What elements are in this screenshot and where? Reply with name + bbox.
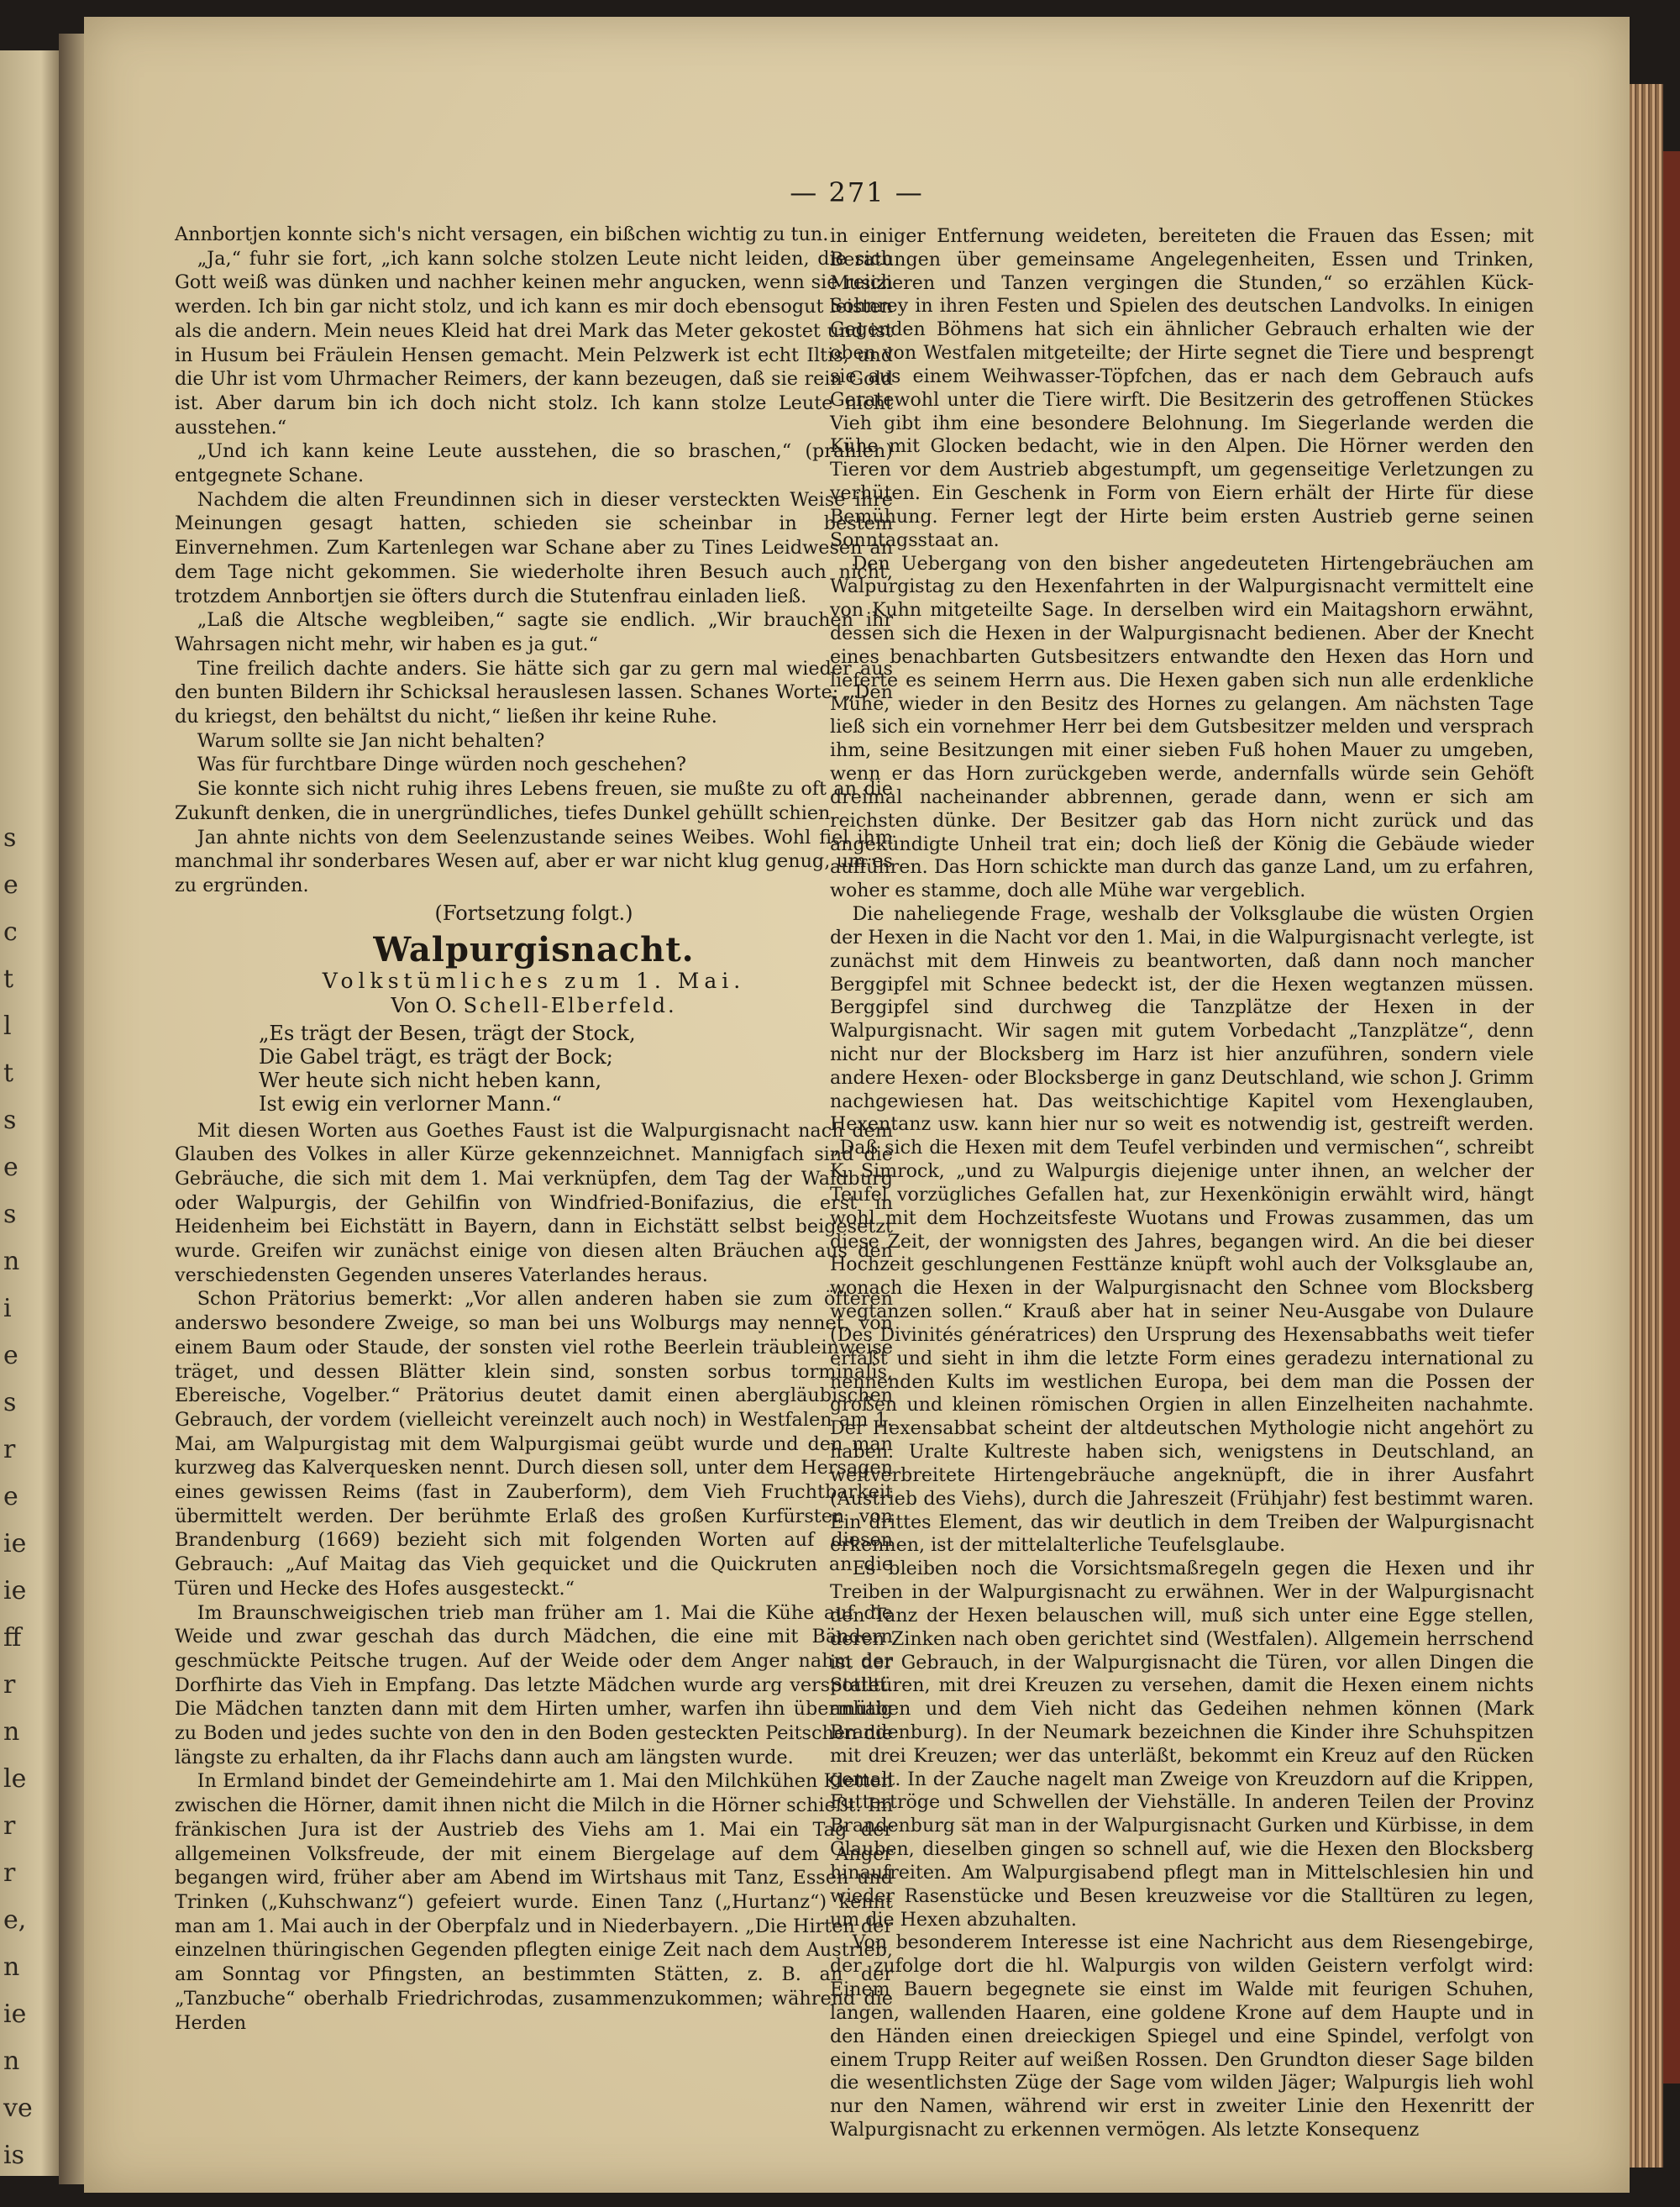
left-column	[175, 223, 893, 2035]
verse-line: Ist ewig ein verlorner Mann.“	[259, 1091, 562, 1116]
facing-page-fragment: t	[3, 964, 14, 994]
facing-page-fragment: e	[3, 1341, 18, 1370]
book-cover-edge	[1663, 151, 1680, 2084]
article-paragraph: Den Uebergang von den bisher angedeuteten Hirtengebräuchen am Walpurgistag zu den Hexenfahrten in der Walpurgisnacht vermittelt eine von Kuhn mitgeteilte Sage. In derselben wird ein Maitagshorn erwähnt, dessen sich die Hexen in der Walpurgisnacht bedienen. Aber der Knecht eines benachbarten Gutsbesitzers entwandte den Hexen das Horn und lieferte es seinem Herrn aus. Die Hexen gaben sich nun alle erdenkliche Mühe, wieder in den Besitz des Hornes zu gelangen. Am nächsten Tage ließ sich ein vornehmer Herr bei dem Gutsbesitzer melden und versprach ihm, seine Besitzungen mit einer sieben Fuß hohen Mauer zu umgeben, wenn er das Horn zurückgeben werde, andernfalls würde sein Gehöft dreimal nacheinander abbrennen, gerade dann, wenn er sich am reichsten dünke. Der Besitzer gab das Horn nicht zurück und das angekündigte Unheil trat ein; doch ließ der König die Gebäude wieder aufführen. Das Horn schickte man durch das ganze Land, um zu erfahren, woher es stamme, doch alle Mühe war vergeblich.	[830, 552, 1534, 902]
facing-page-fragment: c	[3, 917, 18, 947]
facing-page-fragment: s	[3, 823, 17, 853]
story-paragraph: Warum sollte sie Jan nicht behalten?	[197, 729, 545, 752]
facing-page-fragment: e	[3, 1482, 18, 1511]
article-paragraph: in einiger Entfernung weideten, bereiteten die Frauen das Essen; mit Beratungen über gemeinsame Angelegenheiten, Essen und Trinken, Musizieren und Tanzen vergingen die Stunden,“ so erzählen Kück-Sohnrey in ihren Festen und Spielen des deutschen Landvolks. In einigen Gegenden Böhmens hat sich ein ähnlicher Gebrauch erhalten wie der oben von Westfalen mitgeteilte; der Hirte segnet die Tiere und besprengt sie aus einem Weihwasser-Töpfchen, das er nach dem Gebrauch aufs Geratewohl unter die Tiere wirft. Die Besitzerin des getroffenen Stückes Vieh gibt ihm eine besondere Belohnung. Im Siegerlande werden die Kühe mit Glocken bedacht, wie in den Alpen. Die Hörner werden den Tieren vor dem Austrieb abgestumpft, um gegenseitige Verletzungen zu verhüten. Ein Geschenk in Form von Eiern erhält der Hirte für diese Bemühung. Ferner legt der Hirte beim ersten Austrieb gerne seinen Sonntagsstaat an.	[830, 225, 1534, 551]
verse-line: „Es trägt der Besen, trägt der Stock,	[259, 1021, 636, 1045]
byline-prefix: Von O.	[391, 993, 457, 1017]
facing-page-fragment: r	[3, 1858, 16, 1888]
facing-page-fragment: l	[3, 1012, 12, 1041]
facing-page-fragment: r	[3, 1811, 16, 1841]
facing-page-fragment: n	[3, 2047, 20, 2076]
article-paragraph: Von besonderem Interesse ist eine Nachricht aus dem Riesengebirge, der zufolge dort die hl. Walpurgis von wilden Geistern verfolgt wird: Einem Bauern begegnete sie einst im Walde mit feurigen Schuhen, langen, wallenden Haaren, eine goldene Krone auf dem Haupte und in den Händen einen dreieckigen Spiegel und eine Spindel, verfolgt von einem Trupp Reiter auf weißen Rossen. Den Grundton dieser Sage bilden die wesentlichsten Züge der Sage vom wilden Jäger; Walpurgis lieh wohl nur den Namen, während wir erst in zweiter Linie den Hexenritt der Walpurgisnacht zu erkennen vermögen. Als letzte Konsequenz	[830, 1931, 1534, 2141]
book-gutter	[59, 34, 84, 2184]
story-paragraph: Nachdem die alten Freundinnen sich in dieser versteckten Weise ihre Meinungen gesagt hatten, schieden sie scheinbar in bestem Einvernehmen. Zum Kartenlegen war Schane aber zu Tines Leidwesen an dem Tage nicht gekommen. Sie wiederholte ihren Besuch auch nicht, trotzdem Annbortjen sie öfters durch die Stutenfrau einladen ließ.	[175, 488, 893, 607]
facing-page-fragment: s	[3, 1388, 17, 1417]
facing-page-fragment: e	[3, 870, 18, 900]
story-paragraph: „Ja,“ fuhr sie fort, „ich kann solche stolzen Leute nicht leiden, die sich Gott weiß was dünken und nachher keinen mehr angucken, wenn sie reich werden. Ich bin gar nicht stolz, und ich kann es mir doch ebensogut leisten als die andern. Mein neues Kleid hat drei Mark das Meter gekostet und ist in Husum bei Fräulein Hensen gemacht. Mein Pelzwerk ist echt Iltis, und die Uhr ist vom Uhrmacher Reimers, der kann bezeugen, daß sie rein Gold ist. Aber darum bin ich doch nicht stolz. Ich kann stolze Leute nicht ausstehen.“	[175, 247, 893, 439]
story-paragraph: „Und ich kann keine Leute ausstehen, die so braschen,“ (prahlen) entgegnete Schane.	[175, 440, 893, 487]
newspaper-page	[84, 17, 1630, 2193]
story-paragraph: Was für furchtbare Dinge würden noch geschehen?	[197, 754, 686, 776]
walpurgis-article	[175, 930, 893, 2035]
facing-page-fragment: e,	[3, 1905, 27, 1935]
facing-page-fragment: le	[3, 1764, 27, 1794]
right-column	[830, 225, 1534, 2142]
page-stack-edge	[1630, 84, 1663, 2168]
article-paragraph: In Ermland bindet der Gemeindehirte am 1. Mai den Milchkühen Kletten zwischen die Hörner, damit ihnen nicht die Milch in die Hörner schießt. Im fränkischen Jura ist der Austrieb des Viehs am 1. Mai ein Tag der allgemeinen Volksfreude, der mit einem Biergelage auf dem Anger begangen wird, früher aber am Abend im Wirtshaus mit Tanz, Essen und Trinken („Kuhschwanz“) gefeiert wurde. Einen Tanz („Hurtanz“) kennt man am 1. Mai auch in der Oberpfalz und in Niederbayern. „Die Hirten der einzelnen thüringischen Gegenden pflegten einige Zeit nach dem Austrieb, am Sonntag vor Pfingsten, an bestimmten Stätten, z. B. an der „Tanzbuche“ oberhalb Friedrichrodas, zusammenzukommen; während die Herden	[175, 1770, 893, 2034]
facing-page-fragment: n	[3, 1952, 20, 1982]
facing-page-fragment: ie	[3, 1576, 27, 1605]
article-paragraph: Die naheliegende Frage, weshalb der Volksglaube die wüsten Orgien der Hexen in die Nacht vor den 1. Mai, in die Walpurgisnacht verlegte, ist zunächst mit dem Hinweis zu beantworten, daß dann noch mancher Berggipfel mit Schnee bedeckt ist, der die Hexen wegtanzen müssen. Berggipfel sind durchweg die Tanzplätze der Hexen in der Walpurgisnacht. Wir sagen mit gutem Vorbedacht „Tanzplätze“, denn nicht nur der Blocksberg im Harz ist hier anzuführen, sondern viele andere Hexen- oder Blocksberge in ganz Deutschland, wie schon J. Grimm nachgewiesen hat. Das weitschichtige Kapitel vom Hexenglauben, Hexentanz usw. kann hier nur so weit es notwendig ist, gestreift werden. „Daß sich die Hexen mit dem Teufel verbinden und vermischen“, schreibt K. Simrock, „und zu Walpurgis diejenige unter ihnen, an welcher der Teufel vorzügliches Gefallen hat, zur Hexenkönigin erwählt wird, hängt wohl mit dem Hochzeitsfeste Wuotans und Frowas zusammen, das um diese Zeit, der wonnigsten des Jahres, begangen wird. An die bei dieser Hochzeit geschlungenen Festtänze knüpft wohl auch der Volksglaube an, wonach die Hexen in der Walpurgisnacht den Schnee vom Blocksberg wegtanzen sollen.“ Krauß aber hat in seiner Neu-Ausgabe von Dulaure (Des Divinités génératrices) den Ursprung des Hexensabbaths weit tiefer erfaßt und sieht in ihm die letzte Form eines geradezu international zu nennenden Kults im westlichen Europa, bei dem man die Possen der großen und kleinen römischen Orgien in allen Einzelheiten nachahmte. Der Hexensabbat scheint der altdeutschen Mythologie nicht angehört zu haben. Uralte Kultreste haben sich, wenigstens in Deutschland, an weitverbreitete Hirtengebräuche angeknüpft, die in ihrer Ausfahrt (Austrieb des Viehs), durch die Jahreszeit (Frühjahr) fest bestimmt waren. Ein drittes Element, das wir deutlich in dem Treiben der Walpurgisnacht erkennen, ist der mittelalterliche Teufelsglaube.	[830, 903, 1534, 1557]
facing-page-fragment: n	[3, 1247, 20, 1276]
story-paragraph: Tine freilich dachte anders. Sie hätte sich gar zu gern mal wieder aus den bunten Bildern ihr Schicksal herauslesen lassen. Schanes Worte: „Den du kriegst, den behältst du nicht,“ ließen ihr keine Ruhe.	[175, 657, 893, 728]
article-paragraph: Im Braunschweigischen trieb man früher am 1. Mai die Kühe auf die Weide und zwar geschah das durch Mädchen, die eine mit Bändern geschmückte Peitsche trugen. Auf der Weide oder dem Anger nahm der Dorfhirte das Vieh in Empfang. Das letzte Mädchen wurde arg verspottet. Die Mädchen tanzten dann mit dem Hirten umher, warfen ihn übermütig zu Boden und jedes suchte von den in den Boden gesteckten Peitschen die längste zu erhalten, da ihr Flachs dann auch am längsten wurde.	[175, 1601, 893, 1768]
serial-story	[175, 223, 893, 925]
article-byline	[175, 994, 893, 1018]
verse-line: Die Gabel trägt, es trägt der Bock;	[259, 1044, 613, 1069]
facing-page-fragment: ve	[3, 2094, 33, 2123]
facing-page-fragment: i	[3, 1294, 12, 1323]
facing-page-fragment: ff	[3, 1623, 22, 1653]
facing-page-edge	[0, 50, 59, 2176]
facing-page-fragment: s	[3, 1200, 17, 1229]
story-paragraph: „Laß die Altsche wegbleiben,“ sagte sie endlich. „Wir brauchen ihr Wahrsagen nicht mehr, wir haben es ja gut.“	[175, 609, 893, 655]
article-title: Walpurgisnacht.	[373, 930, 695, 970]
facing-page-fragment: is	[3, 2141, 24, 2170]
page-number: — 271 —	[790, 176, 924, 208]
facing-page-fragment: r	[3, 1670, 16, 1700]
story-paragraph: Annbortjen konnte sich's nicht versagen, ein bißchen wichtig zu tun.	[175, 223, 829, 245]
continuation-note: (Fortsetzung folgt.)	[434, 901, 633, 925]
facing-page-fragment: ie	[3, 1999, 27, 2029]
facing-page-fragment: s	[3, 1106, 17, 1135]
facing-page-fragment: ie	[3, 1529, 27, 1558]
article-paragraph: Es bleiben noch die Vorsichtsmaßregeln gegen die Hexen und ihr Treiben in der Walpurgisnacht zu erwähnen. Wer in der Walpurgisnacht den Tanz der Hexen belauschen will, muß sich unter eine Egge stellen, deren Zinken nach oben gerichtet sind (Westfalen). Allgemein herrschend ist der Gebrauch, in der Walpurgisnacht die Türen, vor allen Dingen die Stalltüren, mit drei Kreuzen zu versehen, damit die Hexen einem nichts anhaben und dem Vieh nicht das Gedeihen nehmen können (Mark Brandenburg). In der Neumark bezeichnen die Kinder ihre Schuhspitzen mit drei Kreuzen; wer das unterläßt, bekommt ein Kreuz auf den Rücken gemalt. In der Zauche nagelt man Zweige von Kreuzdorn auf die Krippen, Futtertröge und Schwellen der Viehställe. In anderen Teilen der Provinz Brandenburg sät man in der Walpurgisnacht Gurken und Kürbisse, in dem Glauben, dieselben gingen so schnell auf, wie die Hexen den Blocksberg hinaufreiten. Am Walpurgisabend pflegt man in Mittelschlesien hin und wieder Rasenstücke und Besen kreuzweise vor die Stalltüren zu legen, um die Hexen abzuhalten.	[830, 1558, 1534, 1931]
facing-page-fragment: n	[3, 1717, 20, 1747]
article-subtitle: Volkstümliches zum 1. Mai.	[322, 969, 746, 994]
article-paragraph: Schon Prätorius bemerkt: „Vor allen anderen haben sie zum öfteren anderswo besondere Zweige, so man bei uns Wolburgs may nennet, von einem Baum oder Staude, der sonsten viel rothe Beerlein träubleinweise träget, und dessen Blätter klein sind, sonsten sorbus torminalis, Ebereische, Vogelber.“ Prätorius deutet damit einen abergläubischen Gebrauch, der vordem (vielleicht vereinzelt auch noch) in Westfalen am 1. Mai, am Walpurgistag mit dem Walpurgismai geübt wurde und den man kurzweg das Kalverquesken nennt. Durch diesen soll, unter dem Hersagen eines gewissen Reims (fast in Zauberform), dem Vieh Fruchtbarkeit übermittelt werden. Der berühmte Erlaß des großen Kurfürsten von Brandenburg (1669) bezieht sich mit folgenden Worten auf diesen Gebrauch: „Auf Maitag das Vieh gequicket und die Quickruten an die Türen und Hecke des Hofes ausgesteckt.“	[175, 1288, 893, 1600]
story-paragraph: Sie konnte sich nicht ruhig ihres Lebens freuen, sie mußte zu oft an die Zukunft denken, die in unergründliches, tiefes Dunkel gehüllt schien.	[175, 778, 893, 824]
story-paragraph: Jan ahnte nichts von dem Seelenzustande seines Weibes. Wohl fiel ihm manchmal ihr sonderbares Wesen auf, aber er war nicht klug genug, um es zu ergründen.	[175, 826, 893, 896]
byline-author: Schell-Elberfeld.	[463, 993, 677, 1017]
goethe-verse	[259, 1022, 893, 1116]
facing-page-fragment: e	[3, 1153, 18, 1182]
verse-line: Wer heute sich nicht heben kann,	[259, 1068, 602, 1092]
facing-page-fragment: r	[3, 1435, 16, 1464]
article-paragraph: Mit diesen Worten aus Goethes Faust ist die Walpurgisnacht nach dem Glauben des Volkes in aller Kürze gekennzeichnet. Mannigfach sind die Gebräuche, die sich mit dem 1. Mai verknüpfen, dem Tag der Waldburg oder Walpurgis, der Gehilfin von Windfried-Bonifazius, die erst in Heidenheim bei Eichstätt in Bayern, dann in Eichstätt selbst beigesetzt wurde. Greifen wir zunächst einige von diesen alten Bräuchen aus den verschiedensten Gegenden unseres Vaterlandes heraus.	[175, 1119, 893, 1286]
facing-page-fragment: t	[3, 1059, 14, 1088]
